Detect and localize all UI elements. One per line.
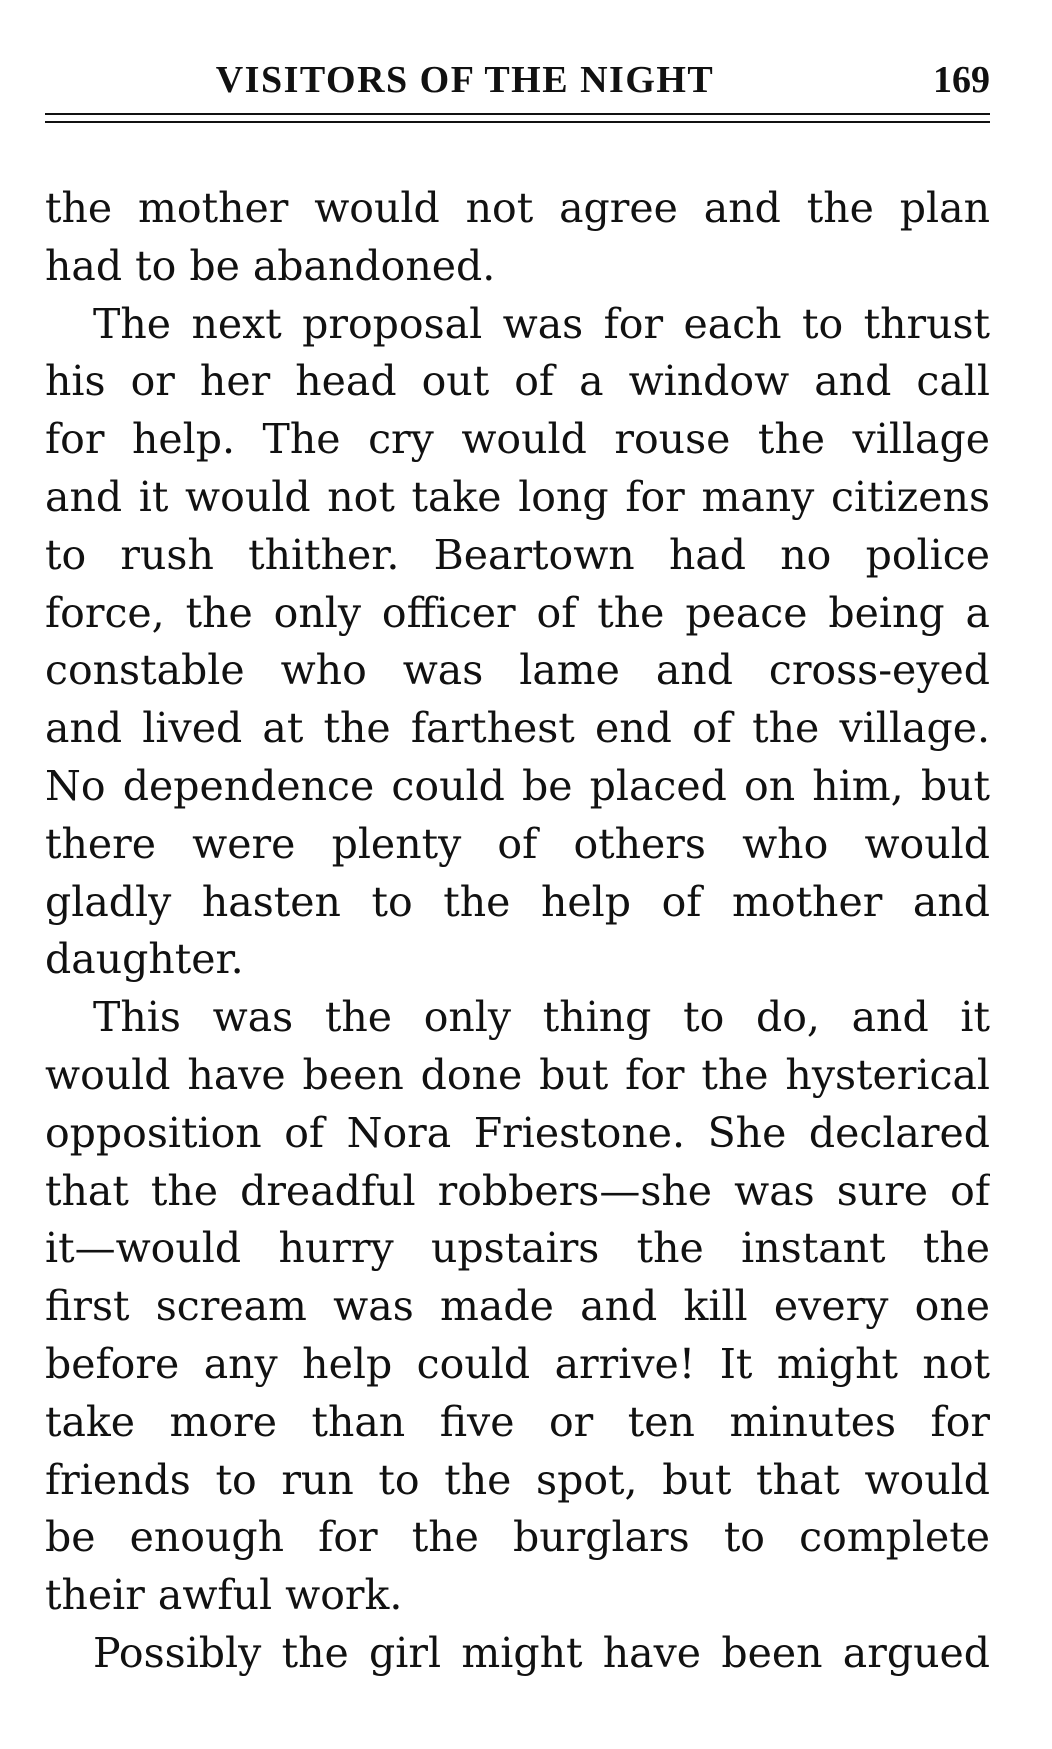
text-line: The next proposal was for each to thrust xyxy=(93,299,990,348)
text-line: and it would not take long for many citizens xyxy=(45,472,990,521)
header-rule-top xyxy=(45,113,990,115)
text-line: No dependence could be placed on him, but xyxy=(45,761,990,810)
header-rule-bottom xyxy=(45,121,990,123)
text-line: be enough for the burglars to complete xyxy=(45,1513,990,1562)
text-line: would have been done but for the hysterical xyxy=(45,1050,990,1099)
page-number: 169 xyxy=(933,59,990,101)
text-line: opposition of Nora Friestone. She declared xyxy=(45,1108,990,1157)
text-line: there were plenty of others who would xyxy=(45,819,990,868)
text-line: force, the only officer of the peace being a xyxy=(45,588,990,637)
text-line: Possibly the girl might have been argued xyxy=(93,1628,990,1677)
text-line: for help. The cry would rouse the village xyxy=(45,415,990,464)
text-line: constable who was lame and cross-eyed xyxy=(45,646,990,695)
text-line: to rush thither. Beartown had no police xyxy=(45,530,990,579)
text-line: that the dreadful robbers—she was sure of xyxy=(45,1166,990,1215)
text-line: gladly hasten to the help of mother and xyxy=(45,877,990,926)
text-line: and lived at the farthest end of the village. xyxy=(45,704,990,753)
text-line: daughter. xyxy=(45,935,244,984)
running-head xyxy=(45,55,990,105)
body-text xyxy=(45,180,990,1683)
text-line: before any help could arrive! It might not xyxy=(45,1339,990,1388)
text-line: This was the only thing to do, and it xyxy=(93,993,990,1042)
text-line: had to be abandoned. xyxy=(45,241,496,290)
text-line: the mother would not agree and the plan xyxy=(45,184,990,232)
text-line: it—would hurry upstairs the instant the xyxy=(45,1224,990,1273)
text-line: first scream was made and kill every one xyxy=(45,1282,990,1331)
running-title: VISITORS OF THE NIGHT xyxy=(215,59,715,101)
text-line: take more than five or ten minutes for xyxy=(45,1397,990,1446)
text-line: friends to run to the spot, but that would xyxy=(45,1455,990,1504)
text-line: their awful work. xyxy=(45,1571,403,1620)
text-line: his or her head out of a window and call xyxy=(45,357,990,406)
